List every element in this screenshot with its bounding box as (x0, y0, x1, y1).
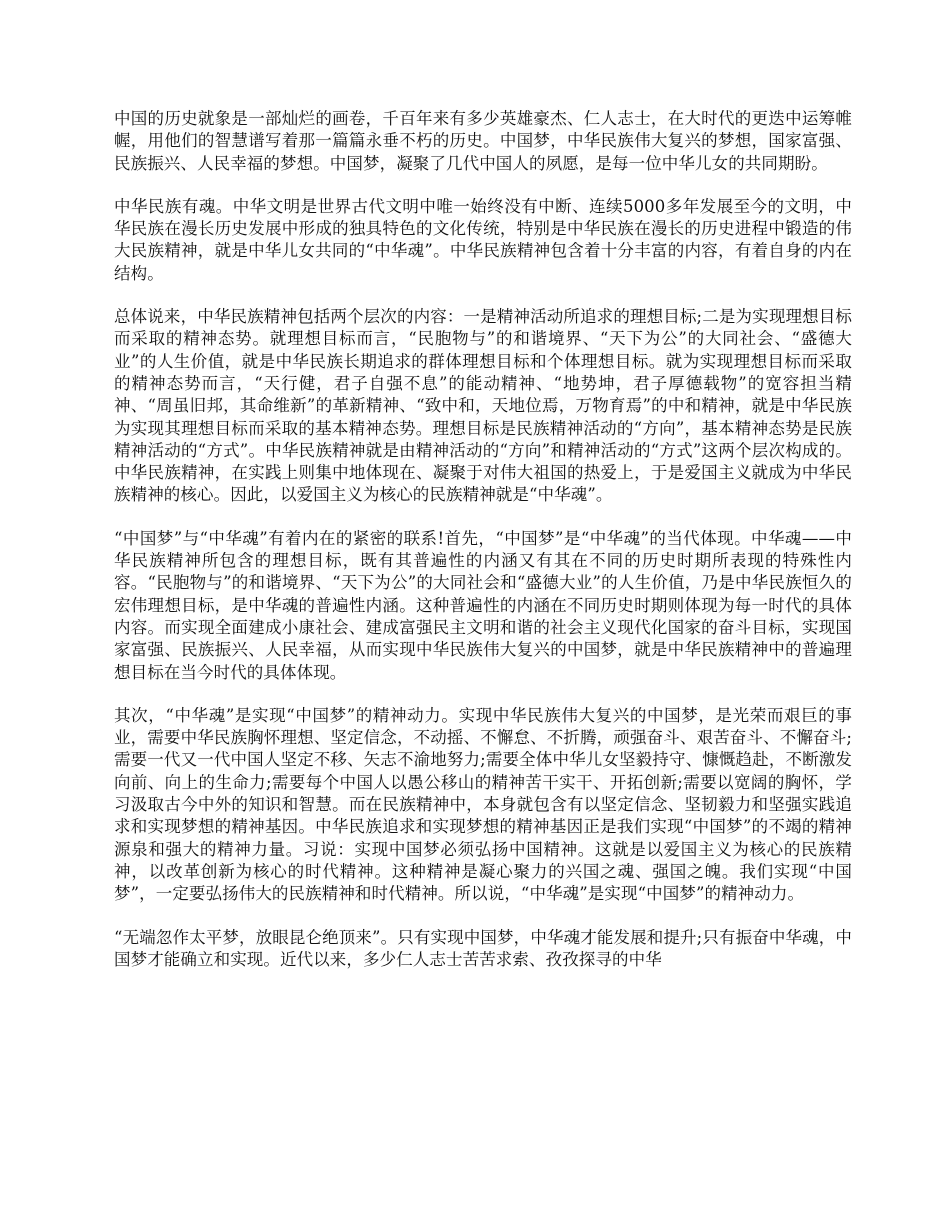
paragraph-chinese-soul: 中华民族有魂。中华文明是世界古代文明中唯一始终没有中断、连续5000多年发展至今的文明，中华民族在漫长历史发展中形成的独具特色的文化传统，特别是中华民族在漫长的历史进程中锻造的伟大民族精神，就是中华儿女共同的“中华魂”。中华民族精神包含着十分丰富的内容，有着自身的内在结构。 (114, 196, 852, 283)
document-body (114, 108, 852, 992)
paragraph-spiritual-motive: 其次，“中华魂”是实现“中国梦”的精神动力。实现中华民族伟大复兴的中国梦，是光荣而艰巨的事业，需要中华民族胸怀理想、坚定信念，不动摇、不懈怠、不折腾，顽强奋斗、艰苦奋斗、不懈奋斗;需要一代又一代中国人坚定不移、矢志不渝地努力;需要全体中华儿女坚毅持守、慷慨趋赴，不断激发向前、向上的生命力;需要每个中国人以愚公移山的精神苦干实干、开拓创新;需要以宽阔的胸怀，学习汲取古今中外的知识和智慧。而在民族精神中，本身就包含有以坚定信念、坚韧毅力和坚强实践追求和实现梦想的精神基因。中华民族追求和实现梦想的精神基因正是我们实现“中国梦”的不竭的精神源泉和强大的精神力量。习说：实现中国梦必须弘扬中国精神。这就是以爱国主义为核心的民族精神，以改革创新为核心的时代精神。这种精神是凝心聚力的兴国之魂、强国之魄。我们实现“中国梦”，一定要弘扬伟大的民族精神和时代精神。所以说，“中华魂”是实现“中国梦”的精神动力。 (114, 705, 852, 904)
paragraph-dream-and-soul: “中国梦”与“中华魂”有着内在的紧密的联系!首先，“中国梦”是“中华魂”的当代体现。中华魂——中华民族精神所包含的理想目标，既有其普遍性的内涵又有其在不同的历史时期所表现的特殊性内容。“民胞物与”的和谐境界、“天下为公”的大同社会和“盛德大业”的人生价值，乃是中华民族恒久的宏伟理想目标，是中华魂的普遍性内涵。这种普遍性的内涵在不同历史时期则体现为每一时代的具体内容。而实现全面建成小康社会、建成富强民主文明和谐的社会主义现代化国家的奋斗目标，实现国家富强、民族振兴、人民幸福，从而实现中华民族伟大复兴的中国梦，就是中华民族精神中的普遍理想目标在当今时代的具体体现。 (114, 528, 852, 682)
paragraph-intro: 中国的历史就象是一部灿烂的画卷，千百年来有多少英雄豪杰、仁人志士，在大时代的更迭中运筹帷幄，用他们的智慧谱写着那一篇篇永垂不朽的历史。中国梦，中华民族伟大复兴的梦想，国家富强、民族振兴、人民幸福的梦想。中国梦，凝聚了几代中国人的夙愿，是每一位中华儿女的共同期盼。 (114, 109, 852, 173)
paragraph-national-spirit: 总体说来，中华民族精神包括两个层次的内容：一是精神活动所追求的理想目标;二是为实现理想目标而采取的精神态势。就理想目标而言，“民胞物与”的和谐境界、“天下为公”的大同社会、“盛德大业”的人生价值，就是中华民族长期追求的群体理想目标和个体理想目标。就为实现理想目标而采取的精神态势而言，“天行健，君子自强不息”的能动精神、“地势坤，君子厚德载物”的宽容担当精神、“周虽旧邦，其命维新”的革新精神、“致中和，天地位焉，万物育焉”的中和精神，就是中华民族为实现其理想目标而采取的基本精神态势。理想目标是民族精神活动的“方向”，基本精神态势是民族精神活动的“方式”。中华民族精神就是由精神活动的“方向”和精神活动的“方式”这两个层次构成的。中华民族精神，在实践上则集中地体现在、凝聚于对伟大祖国的热爱上，于是爱国主义就成为中华民族精神的核心。因此，以爱国主义为核心的民族精神就是“中华魂”。 (114, 307, 852, 505)
paragraph-closing: “无端忽作太平梦，放眼昆仑绝顶来”。只有实现中国梦，中华魂才能发展和提升;只有振奋中华魂，中国梦才能确立和实现。近代以来，多少仁人志士苦苦求索、孜孜探寻的中华 (114, 927, 852, 969)
